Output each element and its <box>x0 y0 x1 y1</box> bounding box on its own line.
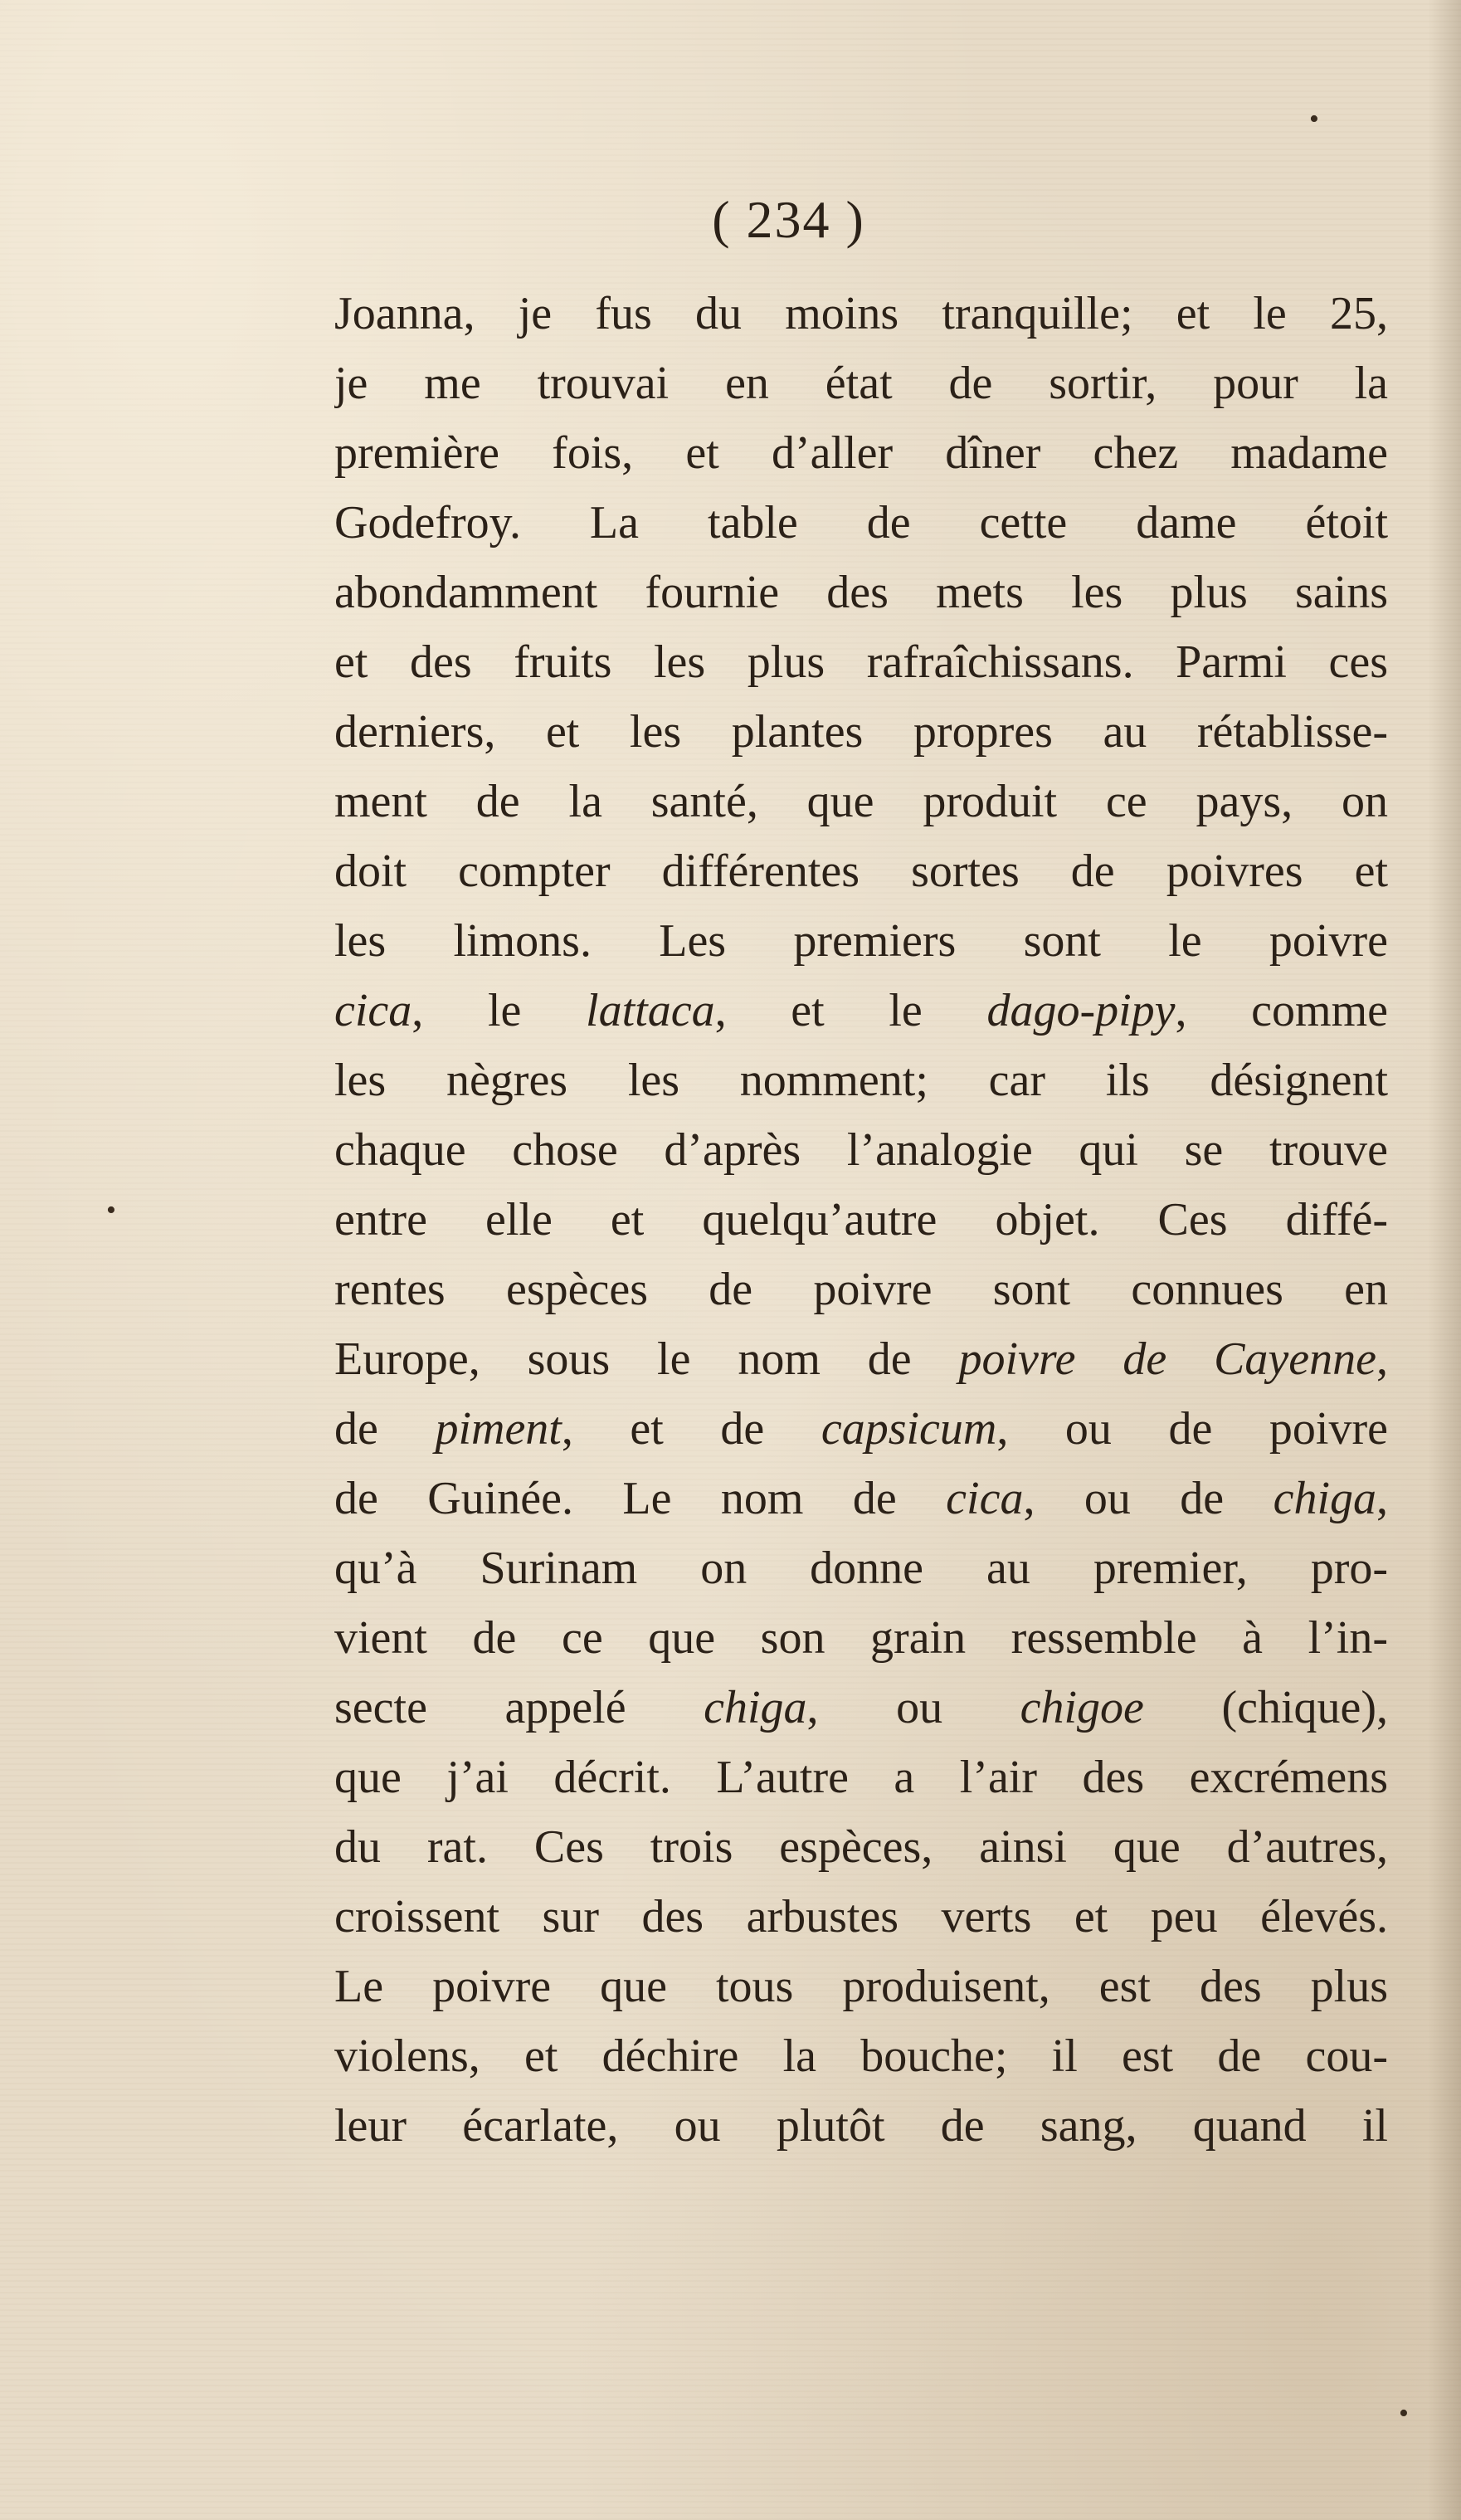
italic-term: piment <box>435 1403 562 1455</box>
text-line <box>334 1185 1388 1255</box>
text-segment: rentes espèces de poivre sont connues en <box>334 1264 1388 1315</box>
text-segment: abondamment fournie des mets les plus sains <box>334 567 1388 618</box>
text-line <box>334 1394 1388 1464</box>
text-segment: ment de la santé, que produit ce pays, on <box>334 776 1388 827</box>
text-segment: chaque chose d’après l’analogie qui se trouve <box>334 1124 1388 1176</box>
text-segment: , et de <box>561 1403 821 1455</box>
text-segment: , ou <box>806 1682 1020 1733</box>
text-segment: , et le <box>714 985 987 1036</box>
page-edge-shadow <box>1428 0 1461 2520</box>
text-line <box>334 1812 1388 1882</box>
text-line <box>334 1464 1388 1533</box>
text-segment: Europe, sous le nom de <box>334 1333 959 1385</box>
text-segment: (chique), <box>1143 1682 1388 1733</box>
italic-term: chiga <box>1273 1473 1377 1524</box>
text-segment: derniers, et les plantes propres au rétablisse- <box>334 706 1388 758</box>
text-segment: , <box>1376 1333 1388 1385</box>
text-line <box>334 279 1388 349</box>
text-line <box>334 906 1388 976</box>
text-segment: croissent sur des arbustes verts et peu élevés. <box>334 1891 1388 1942</box>
text-line <box>334 349 1388 418</box>
text-segment: , ou de poivre <box>996 1403 1388 1455</box>
text-line <box>334 418 1388 488</box>
italic-term: capsicum <box>821 1403 997 1455</box>
text-line <box>334 1255 1388 1324</box>
text-line <box>334 1743 1388 1812</box>
text-segment: , comme <box>1175 985 1388 1036</box>
text-line <box>334 1603 1388 1673</box>
text-line <box>334 1115 1388 1185</box>
italic-term: lattaca <box>586 985 715 1036</box>
text-line <box>334 2091 1388 2161</box>
text-line <box>334 1046 1388 1115</box>
text-segment: vient de ce que son grain ressemble à l’in- <box>334 1612 1388 1664</box>
text-segment: leur écarlate, ou plutôt de sang, quand il <box>334 2100 1388 2152</box>
text-segment: Le poivre que tous produisent, est des plus <box>334 1961 1388 2012</box>
text-segment: entre elle et quelqu’autre objet. Ces diffé- <box>334 1194 1388 1245</box>
page-header <box>0 189 1461 251</box>
text-line <box>334 1952 1388 2021</box>
text-segment: les nègres les nomment; car ils désignent <box>334 1055 1388 1106</box>
text-segment: violens, et déchire la bouche; il est de cou- <box>334 2030 1388 2082</box>
body-text <box>334 279 1388 2161</box>
ink-speck: • <box>1399 2398 1409 2429</box>
text-segment: doit compter différentes sortes de poivres et <box>334 846 1388 897</box>
text-line <box>334 697 1388 767</box>
text-segment: et des fruits les plus rafraîchissans. Parmi ces <box>334 636 1388 688</box>
italic-term: cica <box>334 985 412 1036</box>
text-line <box>334 1533 1388 1603</box>
text-line <box>334 627 1388 697</box>
italic-term: poivre de Cayenne <box>958 1333 1377 1385</box>
text-segment: que j’ai décrit. L’autre a l’air des excrémens <box>334 1752 1388 1803</box>
text-segment: , <box>1376 1473 1388 1524</box>
text-line <box>334 1882 1388 1952</box>
italic-term: cica <box>946 1473 1024 1524</box>
text-line <box>334 976 1388 1046</box>
page-number: ( 234 ) <box>712 190 865 249</box>
text-segment: , le <box>412 985 587 1036</box>
text-segment: Godefroy. La table de cette dame étoit <box>334 497 1388 548</box>
text-segment: qu’à Surinam on donne au premier, pro- <box>334 1543 1388 1594</box>
text-line <box>334 558 1388 627</box>
italic-term: dago-pipy <box>986 985 1176 1036</box>
text-segment: , ou de <box>1023 1473 1274 1524</box>
text-segment: du rat. Ces trois espèces, ainsi que d’autres, <box>334 1821 1388 1873</box>
text-segment: première fois, et d’aller dîner chez madame <box>334 427 1388 479</box>
text-segment: je me trouvai en état de sortir, pour la <box>334 358 1388 409</box>
italic-term: chiga <box>704 1682 807 1733</box>
text-line <box>334 1673 1388 1743</box>
text-segment: secte appelé <box>334 1682 704 1733</box>
text-line <box>334 1324 1388 1394</box>
text-segment: de <box>334 1403 436 1455</box>
italic-term: chigoe <box>1020 1682 1144 1733</box>
ink-speck: • <box>106 1195 116 1226</box>
text-line <box>334 836 1388 906</box>
text-line <box>334 488 1388 558</box>
text-segment: les limons. Les premiers sont le poivre <box>334 915 1388 967</box>
text-line <box>334 2021 1388 2091</box>
text-line <box>334 767 1388 836</box>
ink-speck: • <box>1309 104 1319 134</box>
text-segment: de Guinée. Le nom de <box>334 1473 947 1524</box>
text-segment: Joanna, je fus du moins tranquille; et le 25, <box>334 288 1388 339</box>
